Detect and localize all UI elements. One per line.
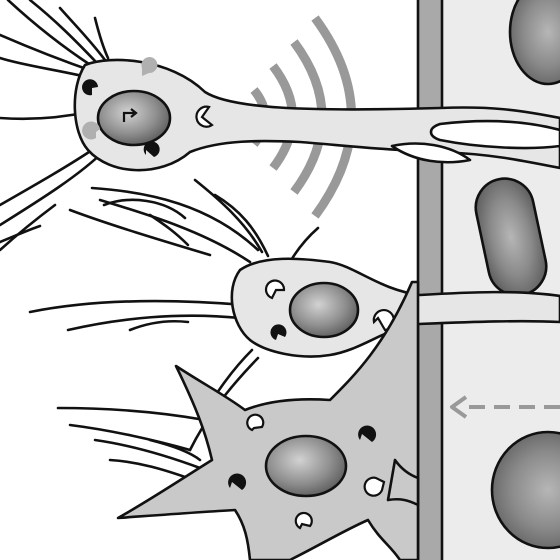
receptor-icon [365,478,384,496]
blood-vessel [418,0,560,560]
receptor-icon [247,415,263,430]
nucleus [290,283,358,337]
vessel-wall [418,0,442,560]
nucleus [266,436,346,496]
nucleus [98,91,170,145]
